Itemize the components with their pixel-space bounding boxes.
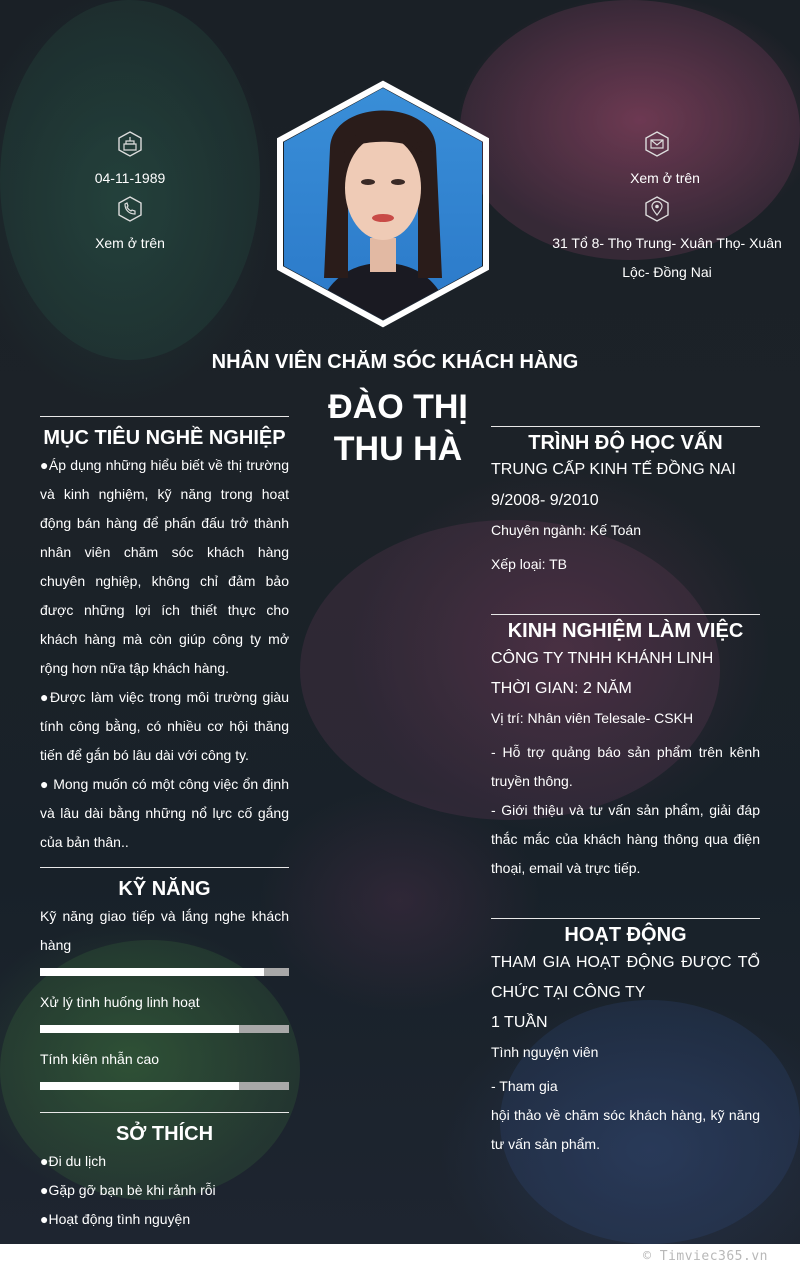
avatar <box>272 78 494 330</box>
divider <box>40 867 289 868</box>
phone-icon <box>117 196 143 222</box>
company-name: CÔNG TY TNHH KHÁNH LINH <box>491 650 714 667</box>
activity-duration: 1 TUẦN <box>491 1014 548 1031</box>
work-duration: THỜI GIAN: 2 NĂM <box>491 680 632 697</box>
hobby-item: ●Gặp gỡ bạn bè khi rảnh rỗi <box>40 1182 216 1198</box>
work-duty: - Giới thiệu và tư vấn sản phẩm, giải đáp thắc mắc của khách hàng thông qua điện thoại, email và trực tiếp. <box>491 802 760 876</box>
work-role: Vị trí: Nhân viên Telesale- CSKH <box>491 710 694 726</box>
skills-title: KỸ NĂNG <box>118 878 211 900</box>
map-pin-icon <box>644 196 670 222</box>
skill-label: Kỹ năng giao tiếp và lắng nghe khách hàng <box>40 908 289 953</box>
footer <box>0 1244 800 1273</box>
activity-name: THAM GIA HOẠT ĐỘNG ĐƯỢC TỔ CHỨC TẠI CÔNG TY <box>491 954 760 1001</box>
study-period: 9/2008- 9/2010 <box>491 492 599 509</box>
background-leaf <box>460 0 800 260</box>
hobby-item: ●Hoạt động tình nguyện <box>40 1211 191 1227</box>
activity-role: Tình nguyện viên <box>491 1044 599 1060</box>
divider <box>40 1112 289 1113</box>
major: Chuyên ngành: Kế Toán <box>491 522 641 538</box>
hobbies-title: SỞ THÍCH <box>115 1123 214 1145</box>
activities-title: HOẠT ĐỘNG <box>564 924 687 946</box>
email-text: Xem ở trên <box>630 170 700 186</box>
education-title: TRÌNH ĐỘ HỌC VẤN <box>528 432 723 454</box>
skill-label: Xử lý tình huống linh hoạt <box>40 994 200 1010</box>
skill-label: Tính kiên nhẫn cao <box>40 1051 160 1067</box>
activity-detail: hội thảo về chăm sóc khách hàng, kỹ năng tư vấn sản phẩm. <box>491 1107 760 1152</box>
skill-bar <box>40 968 289 976</box>
job-title: NHÂN VIÊN CHĂM SÓC KHÁCH HÀNG <box>211 351 579 373</box>
objective-paragraph: ●Được làm việc trong môi trường giàu tính công bằng, có nhiều cơ hội thăng tiến để gắn bó lâu dài với công ty. <box>40 689 289 763</box>
skill-bar <box>40 1082 289 1090</box>
hobby-item: ●Đi du lịch <box>40 1153 107 1169</box>
divider <box>40 416 289 417</box>
envelope-icon <box>644 131 670 157</box>
phone-text: Xem ở trên <box>95 235 165 251</box>
skill-bar <box>40 1025 289 1033</box>
grade: Xếp loại: TB <box>491 556 568 572</box>
work-duty: - Hỗ trợ quảng báo sản phẩm trên kênh truyền thông. <box>491 744 760 789</box>
address-text: 31 Tổ 8- Thọ Trung- Xuân Thọ- Xuân Lộc- Đồng Nai <box>552 235 782 280</box>
birthdate: 04-11-1989 <box>94 170 166 186</box>
divider <box>491 614 760 615</box>
candidate-name-line1: ĐÀO THỊ <box>328 388 468 426</box>
birthday-cake-icon <box>117 131 143 157</box>
candidate-name-line2: THU HÀ <box>333 430 463 468</box>
divider <box>491 426 760 427</box>
site-credit: © Timviec365.vn <box>643 1249 768 1264</box>
activity-detail: - Tham gia <box>491 1078 558 1094</box>
objective-paragraph: ●Áp dụng những hiểu biết về thị trường và kinh nghiệm, kỹ năng trong hoạt động bán hàng để phấn đấu trở thành nhân viên chăm sóc khách hàng chuyên nghiệp, không chỉ đảm bảo được những lợi ích thiết thực cho khách hàng mà còn giúp công ty mở rộng hơn nữa tập khách hàng. <box>40 457 289 676</box>
divider <box>491 918 760 919</box>
objective-title: MỤC TIÊU NGHỀ NGHIỆP <box>43 427 286 449</box>
experience-title: KINH NGHIỆM LÀM VIỆC <box>507 620 744 642</box>
objective-paragraph: ● Mong muốn có một công việc ổn định và lâu dài bằng những nổ lực cố gắng của bản thân.. <box>40 776 289 850</box>
school-name: TRUNG CẤP KINH TẾ ĐỒNG NAI <box>491 461 736 478</box>
